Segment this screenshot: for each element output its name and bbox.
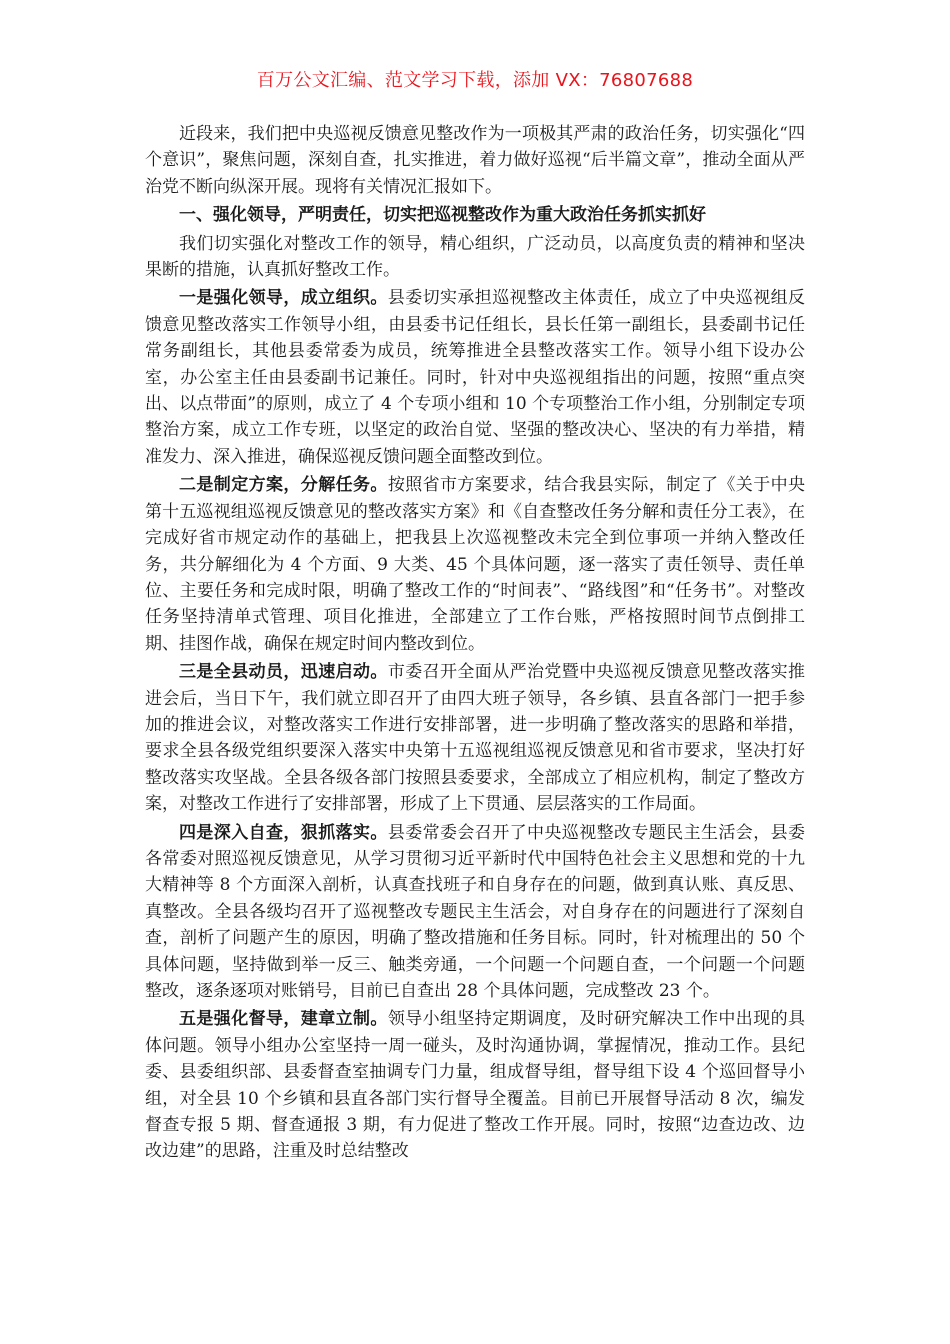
item-text-5: 领导小组坚持定期调度，及时研究解决工作中出现的具体问题。领导小组办公室坚持一周一碰头，及时沟通协调，掌握情况，推动工作。县纪委、县委组织部、县委督查室抽调专门力量，组成督导组，督导组下设 4 个巡回督导小组，对全县 10 个乡镇和县直各部门实行督导全覆盖。目前已开展督导活动 8 次，编发督查专报 5 期、督查通报 3 期，有力促进了整改工作开展。同时，按照“边查边改、边改边建”的思路，注重及时总结整改 (145, 1009, 806, 1162)
item-paragraph-2 (145, 472, 805, 657)
document-body (145, 121, 805, 1167)
item-lead-5: 五是强化督导，建章立制。 (179, 1009, 388, 1030)
item-text-3: 市委召开全面从严治党暨中央巡视反馈意见整改落实推进会后，当日下午，我们就立即召开了由四大班子领导，各乡镇、县直各部门一把手参加的推进会议，对整改落实工作进行安排部署，进一步明确了整改落实的思路和举措，要求全县各级党组织要深入落实中央第十五巡视组巡视反馈意见和省市要求，坚决打好整改落实攻坚战。全县各级各部门按照县委要求，全部成立了相应机构，制定了整改方案，对整改工作进行了安排部署，形成了上下贯通、层层落实的工作局面。 (145, 662, 806, 815)
section-intro-paragraph: 我们切实强化对整改工作的领导，精心组织，广泛动员，以高度负责的精神和坚决果断的措施，认真抓好整改工作。 (145, 233, 805, 281)
item-paragraph-1 (145, 285, 805, 470)
item-lead-3: 三是全县动员，迅速启动。 (179, 662, 388, 683)
item-lead-2: 二是制定方案，分解任务。 (179, 475, 388, 496)
item-paragraph-5 (145, 1006, 805, 1164)
item-paragraph-3 (145, 659, 805, 817)
intro-paragraph: 近段来，我们把中央巡视反馈意见整改作为一项极其严肃的政治任务，切实强化“四个意识”，聚焦问题，深刻自查，扎实推进，着力做好巡视“后半篇文章”，推动全面从严治党不断向纵深开展。现将有关情况汇报如下。 (145, 124, 805, 197)
item-text-1: 县委切实承担巡视整改主体责任，成立了中央巡视组反馈意见整改落实工作领导小组，由县委书记任组长，县长任第一副组长，县委副书记任常务副组长，其他县委常委为成员，统筹推进全县整改落实工作。领导小组下设办公室，办公室主任由县委副书记兼任。同时，针对中央巡视组指出的问题，按照“重点突出、以点带面”的原则，成立了 4 个专项小组和 10 个专项整治工作小组，分别制定专项整治方案，成立工作专班，以坚定的政治自觉、坚强的整改决心、坚决的有力举措，精准发力、深入推进，确保巡视反馈问题全面整改到位。 (145, 288, 806, 467)
item-lead-1: 一是强化领导，成立组织。 (179, 288, 388, 309)
item-text-4: 县委常委会召开了中央巡视整改专题民主生活会，县委各常委对照巡视反馈意见，从学习贯彻习近平新时代中国特色社会主义思想和党的十九大精神等 8 个方面深入剖析，认真查找班子和自身存在的问题，做到真认账、真反思、真整改。全县各级均召开了巡视整改专题民主生活会，对自身存在的问题进行了深刻自查，剖析了问题产生的原因，明确了整改措施和任务目标。同时，针对梳理出的 50 个具体问题，坚持做到举一反三、触类旁通，一个问题一个问题自查，一个问题一个问题整改，逐条逐项对账销号，目前已自查出 28 个具体问题，完成整改 23 个。 (145, 822, 806, 1001)
section-heading: 一、强化领导，严明责任，切实把巡视整改作为重大政治任务抓实抓好 (179, 205, 706, 226)
item-text-2: 按照省市方案要求，结合我县实际，制定了《关于中央第十五巡视组巡视反馈意见的整改落实方案》和《自查整改任务分解和责任分工表》，在完成好省市规定动作的基础上，把我县上次巡视整改未完全到位事项一并纳入整改任务，共分解细化为 4 个方面、9 大类、45 个具体问题，逐一落实了责任领导、责任单位、主要任务和完成时限，明确了整改工作的“时间表”、“路线图”和“任务书”。对整改任务坚持清单式管理、项目化推进，全部建立了工作台账，严格按照时间节点倒排工期、挂图作战，确保在规定时间内整改到位。 (145, 475, 806, 654)
item-paragraph-4 (145, 820, 805, 1005)
item-lead-4: 四是深入自查，狠抓落实。 (179, 822, 388, 843)
watermark-banner: 百万公文汇编、范文学习下载，添加 VX：76807688 (256, 70, 694, 91)
